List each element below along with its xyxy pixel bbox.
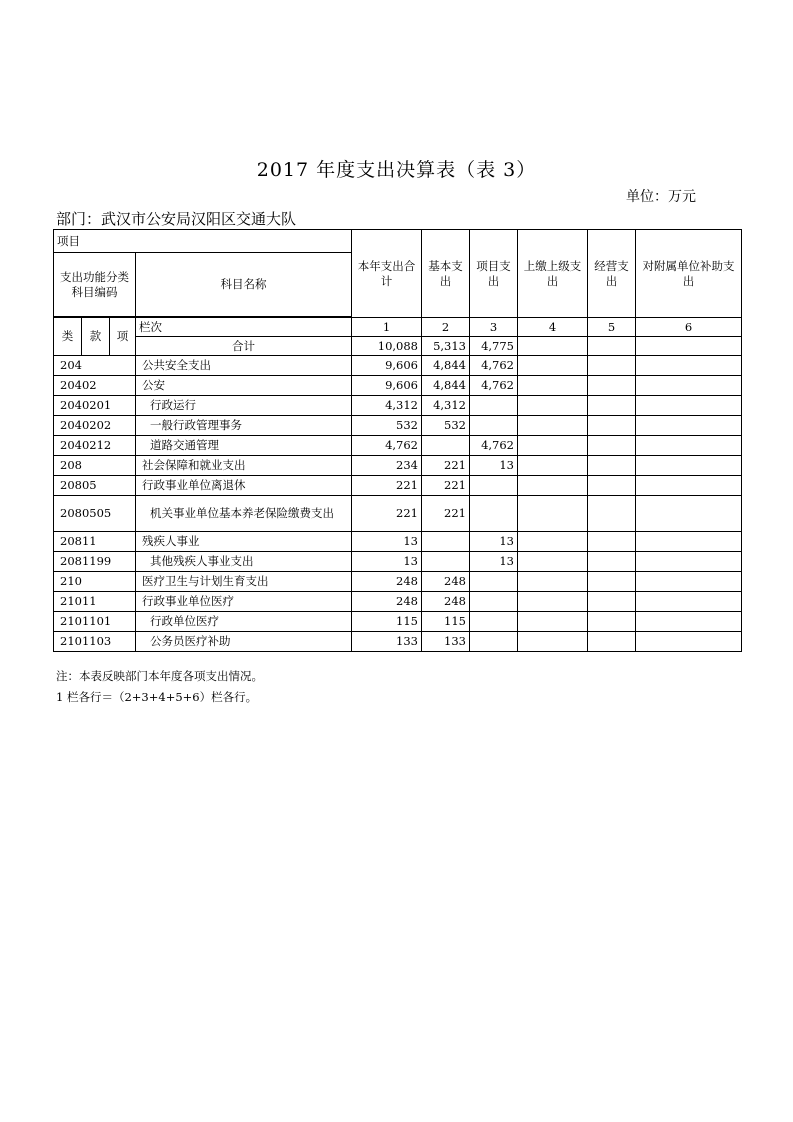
row-basic: 4,844 xyxy=(422,376,470,396)
row-basic xyxy=(422,552,470,572)
row-upper xyxy=(518,612,588,632)
row-code: 2101101 xyxy=(54,612,136,632)
row-basic: 4,312 xyxy=(422,396,470,416)
row-project xyxy=(470,476,518,496)
row-name: 一般行政管理事务 xyxy=(136,416,352,436)
page-title: 2017 年度支出决算表（表 3） xyxy=(256,159,537,181)
table-row xyxy=(54,552,742,572)
col-num: 5 xyxy=(588,318,636,337)
table-row xyxy=(54,476,742,496)
note-line: 1 栏各行＝（2+3+4+5+6）栏各行。 xyxy=(56,690,258,704)
row-operation xyxy=(588,476,636,496)
note-line: 注：本表反映部门本年度各项支出情况。 xyxy=(56,669,263,683)
row-total: 13 xyxy=(352,552,422,572)
header-lan-ci: 栏次 xyxy=(136,318,352,337)
col-num: 3 xyxy=(470,318,518,337)
row-basic: 4,844 xyxy=(422,356,470,376)
row-code: 2080505 xyxy=(54,496,136,532)
row-code: 20402 xyxy=(54,376,136,396)
row-name: 行政事业单位医疗 xyxy=(136,592,352,612)
header-project-expenditure: 项目支出 xyxy=(470,230,518,318)
row-project: 13 xyxy=(470,532,518,552)
table-row xyxy=(54,456,742,476)
row-operation xyxy=(588,632,636,652)
row-name: 其他残疾人事业支出 xyxy=(136,552,352,572)
table-row xyxy=(54,612,742,632)
row-subsidy xyxy=(636,396,742,416)
row-total: 133 xyxy=(352,632,422,652)
row-basic: 532 xyxy=(422,416,470,436)
row-basic xyxy=(422,436,470,456)
row-total: 248 xyxy=(352,572,422,592)
row-code: 2040212 xyxy=(54,436,136,456)
row-subsidy xyxy=(636,436,742,456)
row-upper xyxy=(518,476,588,496)
row-code: 2040201 xyxy=(54,396,136,416)
row-subsidy xyxy=(636,476,742,496)
row-operation xyxy=(588,612,636,632)
row-total: 221 xyxy=(352,496,422,532)
row-project xyxy=(470,592,518,612)
row-upper xyxy=(518,396,588,416)
row-name: 行政单位医疗 xyxy=(136,612,352,632)
row-code: 204 xyxy=(54,356,136,376)
row-project xyxy=(470,396,518,416)
row-basic xyxy=(422,532,470,552)
row-code: 21011 xyxy=(54,592,136,612)
row-total: 9,606 xyxy=(352,376,422,396)
row-project xyxy=(470,612,518,632)
row-upper xyxy=(518,416,588,436)
table-row xyxy=(54,416,742,436)
col-num: 6 xyxy=(636,318,742,337)
header-total-expenditure: 本年支出合计 xyxy=(352,230,422,318)
row-upper xyxy=(518,552,588,572)
header-kuan: 款 xyxy=(82,318,110,356)
row-subsidy xyxy=(636,416,742,436)
row-project xyxy=(470,496,518,532)
row-total: 9,606 xyxy=(352,356,422,376)
row-operation xyxy=(588,456,636,476)
row-basic: 133 xyxy=(422,632,470,652)
header-code-label: 支出功能分类科目编码 xyxy=(54,253,136,317)
department-label: 部门：武汉市公安局汉阳区交通大队 xyxy=(56,210,297,228)
row-basic: 248 xyxy=(422,592,470,612)
row-upper xyxy=(518,436,588,456)
header-item-cell: 项目 xyxy=(54,230,352,253)
total-c1: 10,088 xyxy=(352,337,422,356)
header-lei: 类 xyxy=(54,318,82,356)
row-operation xyxy=(588,396,636,416)
row-total: 221 xyxy=(352,476,422,496)
row-basic: 115 xyxy=(422,612,470,632)
table-row xyxy=(54,396,742,416)
col-num: 2 xyxy=(422,318,470,337)
total-row xyxy=(54,337,742,356)
row-upper xyxy=(518,532,588,552)
row-upper xyxy=(518,632,588,652)
row-upper xyxy=(518,356,588,376)
row-upper xyxy=(518,496,588,532)
row-project xyxy=(470,572,518,592)
row-total: 532 xyxy=(352,416,422,436)
col-num: 4 xyxy=(518,318,588,337)
table-row xyxy=(54,632,742,652)
header-name-label: 科目名称 xyxy=(136,253,352,317)
row-operation xyxy=(588,496,636,532)
row-operation xyxy=(588,376,636,396)
table-row xyxy=(54,356,742,376)
row-code: 20805 xyxy=(54,476,136,496)
expenditure-table xyxy=(53,229,742,652)
row-operation xyxy=(588,572,636,592)
row-operation xyxy=(588,532,636,552)
row-operation xyxy=(588,356,636,376)
header-basic-expenditure: 基本支出 xyxy=(422,230,470,318)
row-code: 210 xyxy=(54,572,136,592)
row-subsidy xyxy=(636,456,742,476)
table-row xyxy=(54,496,742,532)
row-project xyxy=(470,416,518,436)
row-subsidy xyxy=(636,632,742,652)
header-xiang: 项 xyxy=(110,318,136,356)
row-total: 4,312 xyxy=(352,396,422,416)
row-name: 道路交通管理 xyxy=(136,436,352,456)
table-row xyxy=(54,572,742,592)
row-name: 公共安全支出 xyxy=(136,356,352,376)
row-operation xyxy=(588,552,636,572)
row-subsidy xyxy=(636,552,742,572)
row-operation xyxy=(588,436,636,456)
row-name: 行政运行 xyxy=(136,396,352,416)
table-row xyxy=(54,532,742,552)
row-upper xyxy=(518,376,588,396)
row-project: 13 xyxy=(470,456,518,476)
header-subsidy-expenditure: 对附属单位补助支出 xyxy=(636,230,742,318)
row-project: 13 xyxy=(470,552,518,572)
row-subsidy xyxy=(636,572,742,592)
row-total: 248 xyxy=(352,592,422,612)
row-code: 20811 xyxy=(54,532,136,552)
table-row xyxy=(54,592,742,612)
unit-label: 单位：万元 xyxy=(626,189,696,205)
row-basic: 248 xyxy=(422,572,470,592)
table-row xyxy=(54,436,742,456)
row-code: 208 xyxy=(54,456,136,476)
row-total: 115 xyxy=(352,612,422,632)
row-subsidy xyxy=(636,532,742,552)
total-c3: 4,775 xyxy=(470,337,518,356)
header-upper-expenditure: 上缴上级支出 xyxy=(518,230,588,318)
row-basic: 221 xyxy=(422,456,470,476)
row-operation xyxy=(588,416,636,436)
total-label: 合计 xyxy=(136,337,352,356)
row-name: 机关事业单位基本养老保险缴费支出 xyxy=(136,496,352,532)
table-row xyxy=(54,376,742,396)
row-basic: 221 xyxy=(422,496,470,532)
row-total: 13 xyxy=(352,532,422,552)
row-name: 公务员医疗补助 xyxy=(136,632,352,652)
row-code: 2081199 xyxy=(54,552,136,572)
row-upper xyxy=(518,572,588,592)
notes xyxy=(56,666,263,708)
row-operation xyxy=(588,592,636,612)
row-basic: 221 xyxy=(422,476,470,496)
row-project: 4,762 xyxy=(470,356,518,376)
row-name: 公安 xyxy=(136,376,352,396)
row-total: 4,762 xyxy=(352,436,422,456)
row-subsidy xyxy=(636,612,742,632)
row-subsidy xyxy=(636,356,742,376)
row-project: 4,762 xyxy=(470,436,518,456)
row-subsidy xyxy=(636,592,742,612)
row-upper xyxy=(518,592,588,612)
row-code: 2040202 xyxy=(54,416,136,436)
row-subsidy xyxy=(636,376,742,396)
row-name: 社会保障和就业支出 xyxy=(136,456,352,476)
row-code: 2101103 xyxy=(54,632,136,652)
row-name: 医疗卫生与计划生育支出 xyxy=(136,572,352,592)
header-operation-expenditure: 经营支出 xyxy=(588,230,636,318)
row-upper xyxy=(518,456,588,476)
row-name: 残疾人事业 xyxy=(136,532,352,552)
row-total: 234 xyxy=(352,456,422,476)
row-subsidy xyxy=(636,496,742,532)
total-c2: 5,313 xyxy=(422,337,470,356)
row-name: 行政事业单位离退休 xyxy=(136,476,352,496)
col-num: 1 xyxy=(352,318,422,337)
row-project xyxy=(470,632,518,652)
row-project: 4,762 xyxy=(470,376,518,396)
